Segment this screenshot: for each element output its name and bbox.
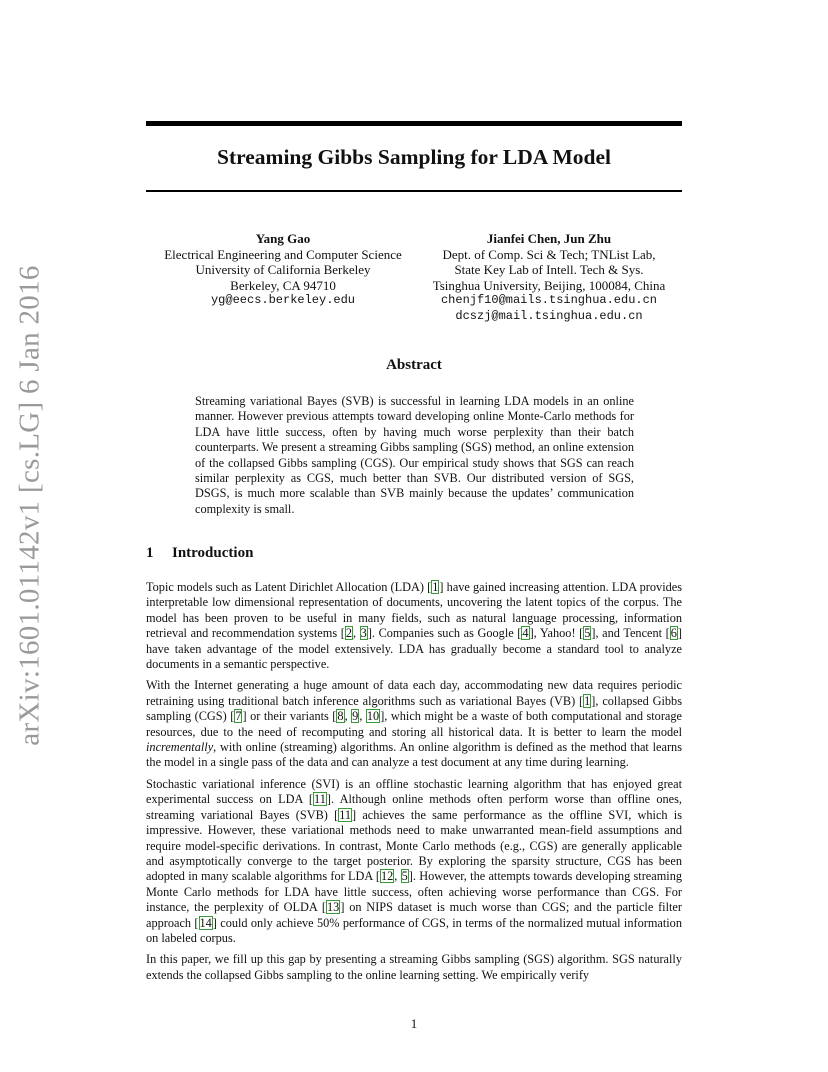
author-block-1 — [148, 231, 418, 309]
body-paragraph — [146, 580, 682, 672]
body-text: With the Internet generating a huge amount of data each day, accommodating new data requires periodic retraining using traditional batch inference algorithms such as variational Bayes (VB) [ — [146, 678, 682, 708]
citation-link[interactable]: 3 — [360, 626, 367, 641]
affiliation-line: Tsinghua University, Beijing, 100084, China — [432, 277, 666, 293]
body-text: [ — [427, 580, 432, 594]
body-text: ] achieves the same performance as the offline SVI, which is impressive. However, these variational methods need to make unwarranted mean-field assumptions and require model-specific derivations. In contrast, Monte Carlo methods (e.g., CGS) are generally applicable and asymptotically converge to the target posterior. By exploring the sparsity structure, CGS has been adopted in many scalable algorithms for LDA [ — [146, 807, 682, 884]
body-text: , — [352, 626, 360, 641]
body-paragraph — [146, 777, 682, 946]
body-text: ] could only achieve 50% performance of CGS, in terms of the normalized mutual information on labeled corpus. — [146, 915, 682, 945]
citation-link[interactable]: 14 — [199, 915, 212, 930]
arxiv-stamp: arXiv:1601.01142v1 [cs.LG] 6 Jan 2016 — [13, 264, 46, 746]
author-name: Yang Gao — [255, 231, 311, 246]
section-title: Introduction — [172, 545, 254, 561]
citation-link[interactable]: 1 — [432, 580, 439, 594]
affiliation-line: Electrical Engineering and Computer Science — [164, 246, 402, 262]
citation-link[interactable]: 9 — [352, 709, 359, 724]
citation-link[interactable]: 6 — [670, 626, 677, 641]
title-rule-top — [146, 121, 682, 126]
body-text: ], collapsed Gibbs sampling (CGS) [ — [146, 693, 682, 724]
body-text: ], which might be a waste of both computational and storage resources, due to the need of recomputing and storing all historical data. It is better to learn the model — [146, 709, 682, 739]
body-text: ]. However, the attempts towards developing streaming Monte Carlo methods for LDA have little success, often achieving worse performance than CGS. For instance, the perplexity of OLDA [ — [146, 869, 683, 915]
affiliation-line: University of California Berkeley — [195, 262, 371, 277]
emphasis-text: incrementally — [146, 740, 214, 755]
citation-link[interactable]: 11 — [339, 807, 352, 822]
citation-link[interactable]: 4 — [522, 626, 529, 641]
citation-link[interactable]: 5 — [584, 626, 591, 641]
citation-link[interactable]: 2 — [345, 626, 352, 641]
citation-link[interactable]: 5 — [401, 869, 408, 884]
body-text: ] have gained increasing attention. LDA provides interpretable low dimensional representation of documents, uncovering the latent topics of the corpus. The model has been proven to be useful in many fields, such as natural language processing, information retrieval and recommendation systems [ — [146, 580, 682, 641]
body-text: In this paper, we fill up this gap by presenting a streaming Gibbs sampling (SGS) algorithm. SGS naturally extends the collapsed Gibbs sampling to the online learning setting. We empirically verify — [146, 952, 682, 982]
body-text: ], Yahoo! [ — [529, 626, 584, 641]
citation-link[interactable]: 12 — [380, 869, 394, 884]
citation-link[interactable]: 13 — [327, 900, 340, 915]
citation-link[interactable]: 10 — [366, 709, 380, 724]
body-text: , — [344, 709, 352, 724]
author-name: Jianfei Chen, Jun Zhu — [486, 231, 612, 246]
citation-link[interactable]: 7 — [235, 709, 242, 724]
body-text: Stochastic variational inference (SVI) is an offline stochastic learning algorithm that has enjoyed great experimental success on LDA [ — [146, 776, 682, 807]
author-email[interactable]: dcszj@mail.tsinghua.edu.cn — [455, 308, 643, 323]
body-paragraph — [146, 952, 682, 983]
body-text: ]. Companies such as Google [ — [367, 626, 522, 641]
author-block-2 — [412, 231, 686, 324]
body-text: Topic models such as Latent Dirichlet Allocation (LDA) — [146, 580, 428, 594]
abstract-text: Streaming variational Bayes (SVB) is successful in learning LDA models in an online manner. However previous attempts toward developing online Monte-Carlo methods for LDA have little success, often by having much worse perplexity than their batch counterparts. We present a streaming Gibbs sampling (SGS) method, an online extension of the collapsed Gibbs sampling (CGS). Our empirical study shows that SGS can reach similar perplexity as CGS, much better than SVB. Our distributed version of SGS, DSGS, is much more scalable than SVB mainly because the updates’ communication complexity is small. — [195, 394, 634, 516]
affiliation-line: Berkeley, CA 94710 — [230, 277, 336, 293]
citation-link[interactable]: 1 — [584, 693, 591, 708]
body-text: , — [359, 709, 366, 724]
body-text: , — [394, 869, 401, 884]
title-rule-bottom — [146, 190, 682, 192]
paper-title: Streaming Gibbs Sampling for LDA Model — [216, 145, 612, 169]
author-email[interactable]: yg@eecs.berkeley.edu — [210, 293, 356, 307]
body-text: ], and Tencent [ — [591, 626, 670, 641]
section-body — [146, 580, 682, 989]
citation-link[interactable]: 11 — [314, 792, 326, 807]
body-text: ] on NIPS dataset is much worse than CGS; and the particle filter approach [ — [146, 900, 682, 930]
body-text: ] have taken advantage of the model extensively. LDA has gradually become a standard tool to analyze documents in a semantic perspective. — [146, 626, 683, 672]
citation-link[interactable]: 8 — [337, 709, 344, 724]
section-heading — [146, 545, 253, 562]
page-number: 1 — [410, 1016, 418, 1031]
affiliation-line: State Key Lab of Intell. Tech & Sys. — [454, 262, 644, 277]
section-number: 1 — [146, 545, 154, 561]
body-text: ] or their variants [ — [242, 709, 337, 724]
author-email[interactable]: chenjf10@mails.tsinghua.edu.cn — [440, 293, 658, 307]
body-text: , with online (streaming) algorithms. An online algorithm is defined as the method that learns the model in a single pass of the data and can analyze a test document at any time during learning. — [146, 740, 682, 770]
abstract-heading: Abstract — [386, 357, 442, 373]
affiliation-line: Dept. of Comp. Sci & Tech; TNList Lab, — [442, 246, 656, 262]
body-text: ]. Although online methods often perform worse than offline ones, streaming variational Bayes (SVB) [ — [146, 792, 682, 822]
body-paragraph — [146, 678, 682, 770]
